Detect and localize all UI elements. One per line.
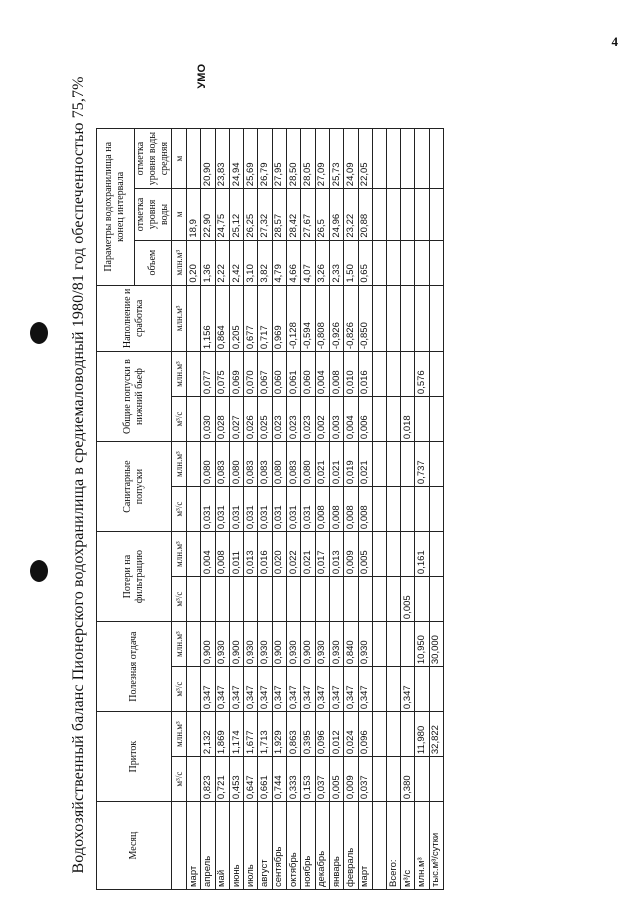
cell: 0,205 [229, 285, 243, 351]
cell-month: февраль [344, 802, 358, 890]
cell: 30,000 [429, 622, 443, 667]
unit-cell [172, 802, 187, 890]
cell: 2,22 [215, 240, 229, 285]
punch-hole-bottom [30, 560, 48, 582]
cell: 0,023 [272, 397, 286, 442]
cell: 4,66 [287, 240, 301, 285]
cell: 1,36 [201, 240, 215, 285]
cell: 0,004 [344, 397, 358, 442]
cell-month: сентябрь [272, 802, 286, 890]
cell: 0,083 [258, 442, 272, 487]
cell: 0,037 [358, 757, 372, 802]
cell: 0,823 [201, 757, 215, 802]
cell: -0,594 [301, 285, 315, 351]
cell: 1,50 [344, 240, 358, 285]
document-title: Водохозяйственный баланс Пионерского водохранилища в средиемаловодный 1980/81 год обеспеченностью 75,7% [70, 76, 87, 874]
cell-month: октябрь [287, 802, 301, 890]
cell: 1,677 [244, 712, 258, 757]
cell: 0,008 [358, 487, 372, 532]
punch-hole-top [30, 322, 48, 344]
cell: 0,347 [358, 667, 372, 712]
cell: 0,010 [344, 352, 358, 397]
cell: 0,021 [329, 442, 343, 487]
unit-cell: млн.м³ [172, 240, 187, 285]
cell [344, 577, 358, 622]
cell: 1,929 [272, 712, 286, 757]
cell: 3,10 [244, 240, 258, 285]
cell: 0,347 [201, 667, 215, 712]
cell: 0,031 [215, 487, 229, 532]
unit-cell: млн.м³ [172, 712, 187, 757]
cell: 18,9 [187, 189, 201, 240]
total-m3s-label: м³/с [401, 802, 415, 890]
cell: 0,070 [244, 352, 258, 397]
cell: 0,900 [229, 622, 243, 667]
table-row [229, 129, 243, 890]
cell: 23,22 [344, 189, 358, 240]
table-row [258, 129, 272, 890]
cell-month: июль [244, 802, 258, 890]
cell: 0,083 [215, 442, 229, 487]
cell [187, 577, 201, 622]
cell: -0,926 [329, 285, 343, 351]
cell: 27,67 [301, 189, 315, 240]
cell: 1,174 [229, 712, 243, 757]
cell: 0,080 [229, 442, 243, 487]
cell: 0,930 [215, 622, 229, 667]
cell: 28,57 [272, 189, 286, 240]
cell: 0,009 [344, 532, 358, 577]
cell [215, 577, 229, 622]
cell: 32,822 [429, 712, 443, 757]
cell: 2,132 [201, 712, 215, 757]
cell: 0,075 [215, 352, 229, 397]
header-inflow: Приток [97, 712, 172, 802]
table-body [187, 129, 444, 890]
cell: 0,20 [187, 240, 201, 285]
cell: 27,09 [315, 129, 329, 189]
cell: 0,65 [358, 240, 372, 285]
cell: 0,161 [415, 532, 429, 577]
cell: 0,347 [315, 667, 329, 712]
cell: 0,930 [358, 622, 372, 667]
cell: 0,009 [344, 757, 358, 802]
rotated-document [70, 60, 625, 890]
cell: 0,096 [315, 712, 329, 757]
umo-label: УМО [196, 64, 208, 89]
unit-cell: м³/с [172, 577, 187, 622]
unit-cell: млн.м³ [172, 622, 187, 667]
table-row [244, 129, 258, 890]
cell: 0,347 [287, 667, 301, 712]
table-row [187, 129, 201, 890]
cell [201, 577, 215, 622]
cell: 0,153 [301, 757, 315, 802]
cell: 0,744 [272, 757, 286, 802]
cell: 10,950 [415, 622, 429, 667]
cell: 0,347 [344, 667, 358, 712]
cell: 28,42 [287, 189, 301, 240]
cell: 0,031 [258, 487, 272, 532]
cell: 24,75 [215, 189, 229, 240]
cell: 24,09 [344, 129, 358, 189]
cell: 0,019 [344, 442, 358, 487]
cell: 0,021 [358, 442, 372, 487]
cell: 0,026 [244, 397, 258, 442]
cell: 0,347 [272, 667, 286, 712]
unit-cell: млн.м³ [172, 532, 187, 577]
cell: 3,82 [258, 240, 272, 285]
total-row-m3s [401, 129, 415, 890]
cell: 0,737 [415, 442, 429, 487]
cell-month: март [358, 802, 372, 890]
cell: 0,023 [287, 397, 301, 442]
cell: 25,73 [329, 129, 343, 189]
table-row [358, 129, 372, 890]
cell: 3,26 [315, 240, 329, 285]
cell: 0,017 [315, 532, 329, 577]
cell: 0,060 [301, 352, 315, 397]
unit-cell: м³/с [172, 487, 187, 532]
cell [187, 712, 201, 757]
cell: 0,008 [344, 487, 358, 532]
header-filtration: Потери на фильтрацию [97, 532, 172, 622]
cell: 0,005 [401, 577, 415, 622]
cell [272, 577, 286, 622]
cell: 0,661 [258, 757, 272, 802]
cell: 0,080 [201, 442, 215, 487]
cell: 26,5 [315, 189, 329, 240]
cell [187, 487, 201, 532]
cell-month: май [215, 802, 229, 890]
cell: 27,95 [272, 129, 286, 189]
cell: 0,647 [244, 757, 258, 802]
cell: 0,930 [287, 622, 301, 667]
cell [187, 442, 201, 487]
cell [187, 757, 201, 802]
page-number: 4 [611, 34, 618, 49]
cell: 0,347 [215, 667, 229, 712]
cell: 26,25 [244, 189, 258, 240]
header-total: Общие попуски в нижний бьеф [97, 352, 172, 442]
cell: 0,021 [315, 442, 329, 487]
cell: 1,869 [215, 712, 229, 757]
cell: 0,016 [358, 352, 372, 397]
cell [315, 577, 329, 622]
cell: 4,07 [301, 240, 315, 285]
cell: 0,080 [272, 442, 286, 487]
cell: 0,018 [401, 397, 415, 442]
cell [187, 352, 201, 397]
table-row [215, 129, 229, 890]
cell: 0,096 [358, 712, 372, 757]
cell: 0,347 [301, 667, 315, 712]
header-volume: объем [134, 240, 172, 285]
total-label: Всего: [386, 802, 400, 890]
cell: 25,69 [244, 129, 258, 189]
cell: -0,128 [287, 285, 301, 351]
cell [187, 397, 201, 442]
header-useful: Полезная отдача [97, 622, 172, 712]
table-row [301, 129, 315, 890]
cell [187, 667, 201, 712]
cell: 24,94 [229, 129, 243, 189]
unit-cell: м³/с [172, 757, 187, 802]
cell: 0,067 [258, 352, 272, 397]
cell: 0,969 [272, 285, 286, 351]
cell: 0,863 [287, 712, 301, 757]
cell-month: январь [329, 802, 343, 890]
cell: 0,930 [329, 622, 343, 667]
header-filling: Наполнение и сработка [97, 285, 172, 351]
cell [358, 577, 372, 622]
header-params: Параметры водохранилища на конец интервала [97, 129, 135, 286]
cell: 23,83 [215, 129, 229, 189]
cell: 0,347 [329, 667, 343, 712]
cell: 28,50 [287, 129, 301, 189]
cell: 24,96 [329, 189, 343, 240]
cell: -0,808 [315, 285, 329, 351]
cell: 0,840 [344, 622, 358, 667]
cell: 0,083 [287, 442, 301, 487]
cell: 0,347 [229, 667, 243, 712]
table-row [344, 129, 358, 890]
cell: -0,850 [358, 285, 372, 351]
header-avg-level: отметка уровня воды средняя [134, 129, 172, 189]
table-row [272, 129, 286, 890]
cell: 0,677 [244, 285, 258, 351]
cell [287, 577, 301, 622]
cell: 0,005 [358, 532, 372, 577]
cell: 22,90 [201, 189, 215, 240]
cell-month: ноябрь [301, 802, 315, 890]
cell-month: апрель [201, 802, 215, 890]
cell: 0,031 [244, 487, 258, 532]
cell: 0,012 [329, 712, 343, 757]
water-balance-table [96, 128, 444, 890]
cell: 0,004 [201, 532, 215, 577]
cell: 0,008 [315, 487, 329, 532]
table-row [201, 129, 215, 890]
cell: 0,900 [272, 622, 286, 667]
cell: 0,037 [315, 757, 329, 802]
cell: 0,080 [301, 442, 315, 487]
cell: 0,030 [201, 397, 215, 442]
cell: 0,453 [229, 757, 243, 802]
cell: 0,347 [258, 667, 272, 712]
cell: 22,05 [358, 129, 372, 189]
cell: 0,008 [329, 352, 343, 397]
table-row-empty [372, 129, 386, 890]
cell: 0,008 [215, 532, 229, 577]
cell: 0,717 [258, 285, 272, 351]
table-row [287, 129, 301, 890]
cell: 26,79 [258, 129, 272, 189]
header-sanitary: Санитарные попуски [97, 442, 172, 532]
cell: 4,79 [272, 240, 286, 285]
cell: 27,32 [258, 189, 272, 240]
cell: 1,156 [201, 285, 215, 351]
cell: 1,713 [258, 712, 272, 757]
cell: 0,347 [401, 667, 415, 712]
cell: 0,395 [301, 712, 315, 757]
cell: 0,006 [358, 397, 372, 442]
cell [187, 532, 201, 577]
unit-cell: м³/с [172, 667, 187, 712]
cell: 2,42 [229, 240, 243, 285]
cell-month: декабрь [315, 802, 329, 890]
cell: 0,380 [401, 757, 415, 802]
cell: 28,05 [301, 129, 315, 189]
cell: 0,016 [258, 532, 272, 577]
cell: 25,12 [229, 189, 243, 240]
unit-cell: м³/с [172, 397, 187, 442]
unit-cell: м [172, 189, 187, 240]
cell [258, 577, 272, 622]
cell: 0,031 [201, 487, 215, 532]
cell: 0,721 [215, 757, 229, 802]
cell: 0,031 [287, 487, 301, 532]
cell [229, 577, 243, 622]
cell: 0,002 [315, 397, 329, 442]
cell: 0,005 [329, 757, 343, 802]
unit-cell: млн.м³ [172, 352, 187, 397]
cell: 0,008 [329, 487, 343, 532]
cell: 11,980 [415, 712, 429, 757]
cell: 0,020 [272, 532, 286, 577]
total-mln-label: млн.м³ [415, 802, 429, 890]
total-ths-label: тыс.м³/сутки [429, 802, 443, 890]
total-row-ths [429, 129, 443, 890]
cell [329, 577, 343, 622]
cell [301, 577, 315, 622]
cell: 0,004 [315, 352, 329, 397]
cell: 0,011 [229, 532, 243, 577]
unit-cell: млн.м³ [172, 285, 187, 351]
table-row [315, 129, 329, 890]
cell: 0,900 [301, 622, 315, 667]
cell: 20,90 [201, 129, 215, 189]
cell: 0,930 [258, 622, 272, 667]
cell: 0,027 [229, 397, 243, 442]
cell: 2,33 [329, 240, 343, 285]
cell: 20,88 [358, 189, 372, 240]
cell: 0,031 [229, 487, 243, 532]
total-row-label [386, 129, 400, 890]
cell: 0,028 [215, 397, 229, 442]
cell: 0,347 [244, 667, 258, 712]
unit-cell: м [172, 129, 187, 189]
cell: 0,013 [329, 532, 343, 577]
cell: 0,031 [301, 487, 315, 532]
cell: 0,083 [244, 442, 258, 487]
cell: 0,930 [315, 622, 329, 667]
cell: 0,023 [301, 397, 315, 442]
header-month: Месяц [97, 802, 172, 890]
table-row [329, 129, 343, 890]
cell: 0,003 [329, 397, 343, 442]
cell: 0,061 [287, 352, 301, 397]
cell [187, 622, 201, 667]
cell: 0,025 [258, 397, 272, 442]
cell: 0,333 [287, 757, 301, 802]
cell: 0,024 [344, 712, 358, 757]
cell: 0,864 [215, 285, 229, 351]
cell: 0,576 [415, 352, 429, 397]
cell-month: июнь [229, 802, 243, 890]
cell: 0,900 [201, 622, 215, 667]
cell: -0,826 [344, 285, 358, 351]
cell: 0,021 [301, 532, 315, 577]
cell-month: август [258, 802, 272, 890]
cell-month: март [187, 802, 201, 890]
unit-cell: млн.м³ [172, 442, 187, 487]
cell: 0,022 [287, 532, 301, 577]
cell: 0,031 [272, 487, 286, 532]
cell: 0,077 [201, 352, 215, 397]
cell: 0,930 [244, 622, 258, 667]
cell: 0,013 [244, 532, 258, 577]
cell [187, 285, 201, 351]
total-row-mln [415, 129, 429, 890]
cell [244, 577, 258, 622]
header-level: отметка уровня воды [134, 189, 172, 240]
cell: 0,069 [229, 352, 243, 397]
cell: 0,060 [272, 352, 286, 397]
cell [187, 129, 201, 189]
